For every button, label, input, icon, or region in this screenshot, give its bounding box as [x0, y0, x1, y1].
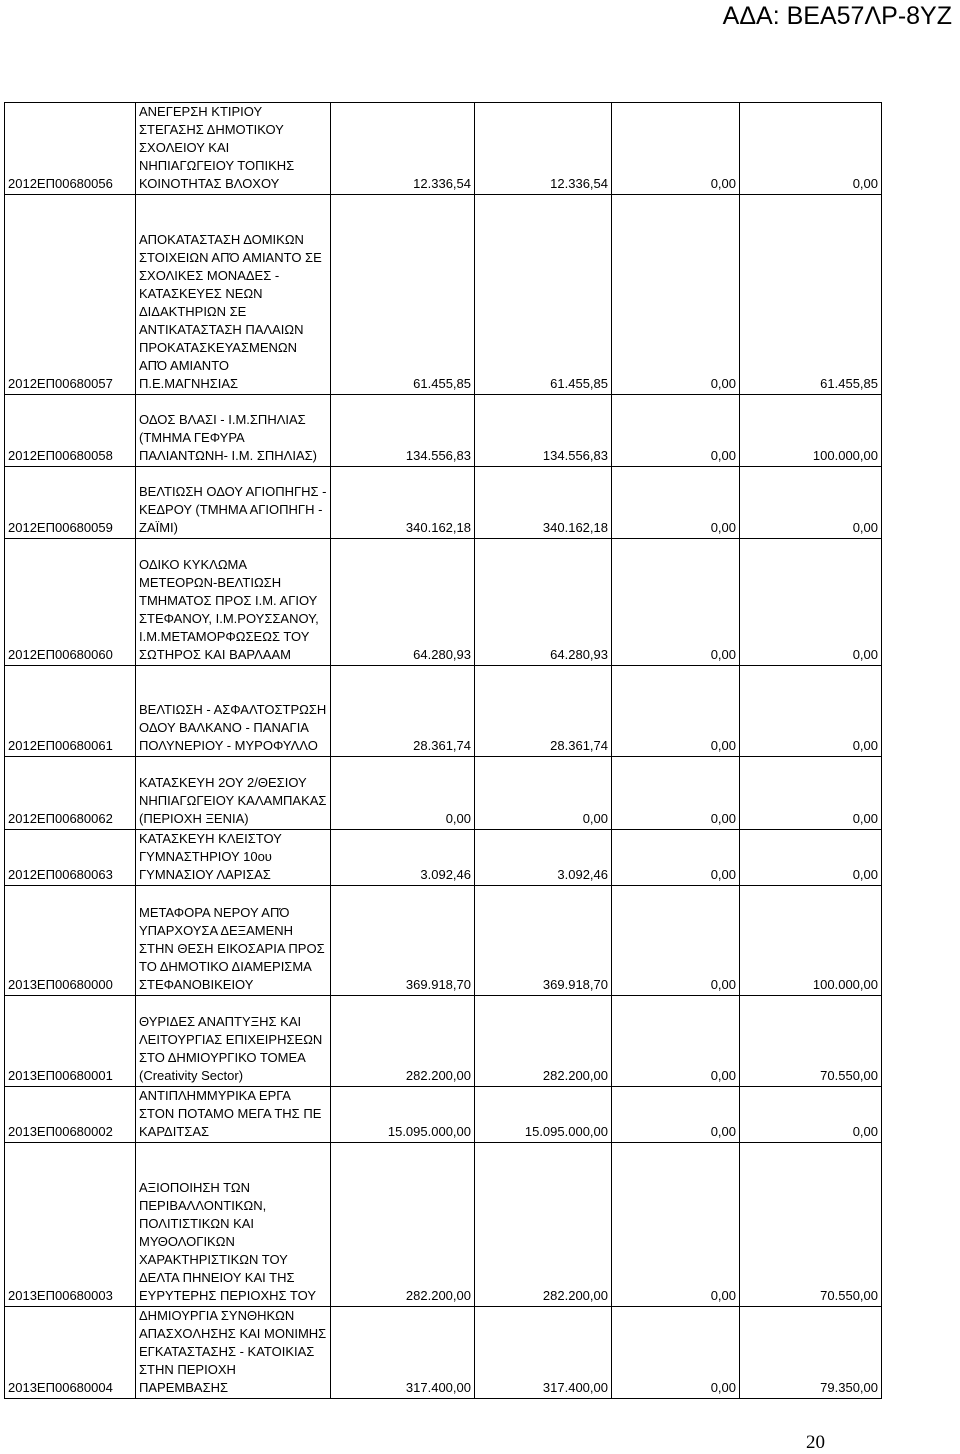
project-description: ΟΔΙΚΟ ΚΥΚΛΩΜΑ ΜΕΤΕΟΡΩΝ-ΒΕΛΤΙΩΣΗ ΤΜΗΜΑΤΟΣ ΠΡΟΣ Ι.Μ. ΑΓΙΟΥ ΣΤΕΦΑΝΟΥ, Ι.Μ.ΡΟΥΣΣΑΝΟΥ, Ι.Μ.ΜΕΤΑΜΟΡΦΩΣΕΩΣ ΤΟΥ ΣΩΤΗΡΟΣ ΚΑΙ ΒΑΡΛΑΑΜ [136, 539, 331, 666]
amount-col-4: 0,00 [740, 539, 882, 666]
table-row [5, 539, 882, 666]
amount-col-4: 0,00 [740, 757, 882, 830]
project-code: 2013ΕΠ00680002 [5, 1087, 136, 1143]
amount-col-1: 340.162,18 [331, 467, 475, 539]
amount-col-1: 134.556,83 [331, 395, 475, 467]
table-row [5, 103, 882, 195]
amount-col-4: 70.550,00 [740, 1143, 882, 1307]
amount-col-2: 28.361,74 [475, 666, 612, 757]
amount-col-3: 0,00 [612, 539, 740, 666]
table-row [5, 886, 882, 996]
project-code: 2012ΕΠ00680058 [5, 395, 136, 467]
amount-col-2: 0,00 [475, 757, 612, 830]
amount-col-1: 369.918,70 [331, 886, 475, 996]
amount-col-3: 0,00 [612, 886, 740, 996]
amount-col-2: 15.095.000,00 [475, 1087, 612, 1143]
amount-col-4: 70.550,00 [740, 996, 882, 1087]
project-description: ΒΕΛΤΙΩΣΗ ΟΔΟΥ ΑΓΙΟΠΗΓΗΣ - ΚΕΔΡΟΥ (ΤΜΗΜΑ ΑΓΙΟΠΗΓΗ - ΖΑΪΜΙ) [136, 467, 331, 539]
amount-col-3: 0,00 [612, 830, 740, 886]
amount-col-2: 64.280,93 [475, 539, 612, 666]
table-row [5, 195, 882, 395]
project-description: ΑΠΟΚΑΤΑΣΤΑΣΗ ΔΟΜΙΚΩΝ ΣΤΟΙΧΕΙΩΝ ΑΠΌ ΑΜΙΑΝΤΟ ΣΕ ΣΧΟΛΙΚΕΣ ΜΟΝΑΔΕΣ - ΚΑΤΑΣΚΕΥΕΣ ΝΕΩΝ ΔΙΔΑΚΤΗΡΙΩΝ ΣΕ ΑΝΤΙΚΑΤΑΣΤΑΣΗ ΠΑΛΑΙΩΝ ΠΡΟΚΑΤΑΣΚΕΥΑΣΜΕΝΩΝ ΑΠΌ ΑΜΙΑΝΤΟ Π.Ε.ΜΑΓΝΗΣΙΑΣ [136, 195, 331, 395]
ada-header: ΑΔΑ: ΒΕΑ57ΛΡ-8ΥΖ [722, 2, 952, 30]
projects-table [4, 102, 882, 1399]
amount-col-4: 61.455,85 [740, 195, 882, 395]
amount-col-2: 340.162,18 [475, 467, 612, 539]
table-row [5, 1087, 882, 1143]
amount-col-2: 3.092,46 [475, 830, 612, 886]
project-code: 2013ΕΠ00680000 [5, 886, 136, 996]
project-code: 2013ΕΠ00680004 [5, 1307, 136, 1399]
amount-col-4: 100.000,00 [740, 395, 882, 467]
project-code: 2012ΕΠ00680061 [5, 666, 136, 757]
amount-col-4: 0,00 [740, 830, 882, 886]
project-description: ΚΑΤΑΣΚΕΥΗ 2ΟΥ 2/ΘΕΣΙΟΥ ΝΗΠΙΑΓΩΓΕΙΟΥ ΚΑΛΑΜΠΑΚΑΣ (ΠΕΡΙΟΧΗ ΞΕΝΙΑ) [136, 757, 331, 830]
table-row [5, 395, 882, 467]
amount-col-1: 61.455,85 [331, 195, 475, 395]
amount-col-1: 12.336,54 [331, 103, 475, 195]
amount-col-3: 0,00 [612, 1143, 740, 1307]
amount-col-3: 0,00 [612, 666, 740, 757]
amount-col-3: 0,00 [612, 467, 740, 539]
amount-col-3: 0,00 [612, 1087, 740, 1143]
amount-col-1: 317.400,00 [331, 1307, 475, 1399]
table-row [5, 666, 882, 757]
amount-col-1: 0,00 [331, 757, 475, 830]
amount-col-2: 282.200,00 [475, 1143, 612, 1307]
project-code: 2012ΕΠ00680056 [5, 103, 136, 195]
amount-col-4: 0,00 [740, 467, 882, 539]
project-code: 2012ΕΠ00680063 [5, 830, 136, 886]
page-number: 20 [806, 1432, 825, 1453]
project-code: 2012ΕΠ00680062 [5, 757, 136, 830]
amount-col-4: 79.350,00 [740, 1307, 882, 1399]
amount-col-3: 0,00 [612, 103, 740, 195]
project-description: ΑΝΤΙΠΛΗΜΜΥΡΙΚΑ ΕΡΓΑ ΣΤΟΝ ΠΟΤΑΜΟ ΜΕΓΑ ΤΗΣ ΠΕ ΚΑΡΔΙΤΣΑΣ [136, 1087, 331, 1143]
amount-col-2: 282.200,00 [475, 996, 612, 1087]
amount-col-2: 61.455,85 [475, 195, 612, 395]
project-code: 2012ΕΠ00680057 [5, 195, 136, 395]
amount-col-1: 282.200,00 [331, 1143, 475, 1307]
project-code: 2012ΕΠ00680060 [5, 539, 136, 666]
amount-col-3: 0,00 [612, 195, 740, 395]
table-row [5, 1307, 882, 1399]
amount-col-1: 64.280,93 [331, 539, 475, 666]
amount-col-2: 12.336,54 [475, 103, 612, 195]
amount-col-4: 0,00 [740, 666, 882, 757]
table-row [5, 830, 882, 886]
amount-col-4: 0,00 [740, 103, 882, 195]
amount-col-3: 0,00 [612, 757, 740, 830]
amount-col-4: 100.000,00 [740, 886, 882, 996]
table-row [5, 757, 882, 830]
amount-col-2: 134.556,83 [475, 395, 612, 467]
project-description: ΔΗΜΙΟΥΡΓΙΑ ΣΥΝΘΗΚΩΝ ΑΠΑΣΧΟΛΗΣΗΣ ΚΑΙ ΜΟΝΙΜΗΣ ΕΓΚΑΤΑΣΤΑΣΗΣ - ΚΑΤΟΙΚΙΑΣ ΣΤΗΝ ΠΕΡΙΟΧΗ ΠΑΡΕΜΒΑΣΗΣ [136, 1307, 331, 1399]
project-description: ΑΝΕΓΕΡΣΗ ΚΤΙΡΙΟΥ ΣΤΕΓΑΣΗΣ ΔΗΜΟΤΙΚΟΥ ΣΧΟΛΕΙΟΥ ΚΑΙ ΝΗΠΙΑΓΩΓΕΙΟΥ ΤΟΠΙΚΗΣ ΚΟΙΝΟΤΗΤΑΣ ΒΛΟΧΟΥ [136, 103, 331, 195]
amount-col-2: 369.918,70 [475, 886, 612, 996]
amount-col-1: 282.200,00 [331, 996, 475, 1087]
project-code: 2013ΕΠ00680001 [5, 996, 136, 1087]
projects-table-body [5, 103, 882, 1399]
amount-col-1: 3.092,46 [331, 830, 475, 886]
project-code: 2012ΕΠ00680059 [5, 467, 136, 539]
amount-col-3: 0,00 [612, 395, 740, 467]
amount-col-2: 317.400,00 [475, 1307, 612, 1399]
table-row [5, 1143, 882, 1307]
amount-col-4: 0,00 [740, 1087, 882, 1143]
project-description: ΒΕΛΤΙΩΣΗ - ΑΣΦΑΛΤΟΣΤΡΩΣΗ ΟΔΟΥ ΒΑΛΚΑΝΟ - ΠΑΝΑΓΙΑ ΠΟΛΥΝΕΡΙΟΥ - ΜΥΡΟΦΥΛΛΟ [136, 666, 331, 757]
project-code: 2013ΕΠ00680003 [5, 1143, 136, 1307]
project-description: ΜΕΤΑΦΟΡΑ ΝΕΡΟΥ ΑΠΌ ΥΠΑΡΧΟΥΣΑ ΔΕΞΑΜΕΝΗ ΣΤΗΝ ΘΕΣΗ ΕΙΚΟΣΑΡΙΑ ΠΡΟΣ ΤΟ ΔΗΜΟΤΙΚΟ ΔΙΑΜΕΡΙΣΜΑ ΣΤΕΦΑΝΟΒΙΚΕΙΟΥ [136, 886, 331, 996]
amount-col-3: 0,00 [612, 996, 740, 1087]
project-description: ΟΔΟΣ ΒΛΑΣΙ - Ι.Μ.ΣΠΗΛΙΑΣ (ΤΜΗΜΑ ΓΕΦΥΡΑ ΠΑΛΙΑΝΤΩΝΗ- Ι.Μ. ΣΠΗΛΙΑΣ) [136, 395, 331, 467]
amount-col-1: 15.095.000,00 [331, 1087, 475, 1143]
project-description: ΘΥΡΙΔΕΣ ΑΝΑΠΤΥΞΗΣ ΚΑΙ ΛΕΙΤΟΥΡΓΙΑΣ ΕΠΙΧΕΙΡΗΣΕΩΝ ΣΤΟ ΔΗΜΙΟΥΡΓΙΚΟ ΤΟΜΕΑ (Creativity Sector) [136, 996, 331, 1087]
amount-col-3: 0,00 [612, 1307, 740, 1399]
project-description: ΚΑΤΑΣΚΕΥΗ ΚΛΕΙΣΤΟΥ ΓΥΜΝΑΣΤΗΡΙΟΥ 10ου ΓΥΜΝΑΣΙΟΥ ΛΑΡΙΣΑΣ [136, 830, 331, 886]
table-row [5, 467, 882, 539]
amount-col-1: 28.361,74 [331, 666, 475, 757]
table-row [5, 996, 882, 1087]
project-description: ΑΞΙΟΠΟΙΗΣΗ ΤΩΝ ΠΕΡΙΒΑΛΛΟΝΤΙΚΩΝ, ΠΟΛΙΤΙΣΤΙΚΩΝ ΚΑΙ ΜΥΘΟΛΟΓΙΚΩΝ ΧΑΡΑΚΤΗΡΙΣΤΙΚΩΝ ΤΟΥ ΔΕΛΤΑ ΠΗΝΕΙΟΥ ΚΑΙ ΤΗΣ ΕΥΡΥΤΕΡΗΣ ΠΕΡΙΟΧΗΣ ΤΟΥ [136, 1143, 331, 1307]
